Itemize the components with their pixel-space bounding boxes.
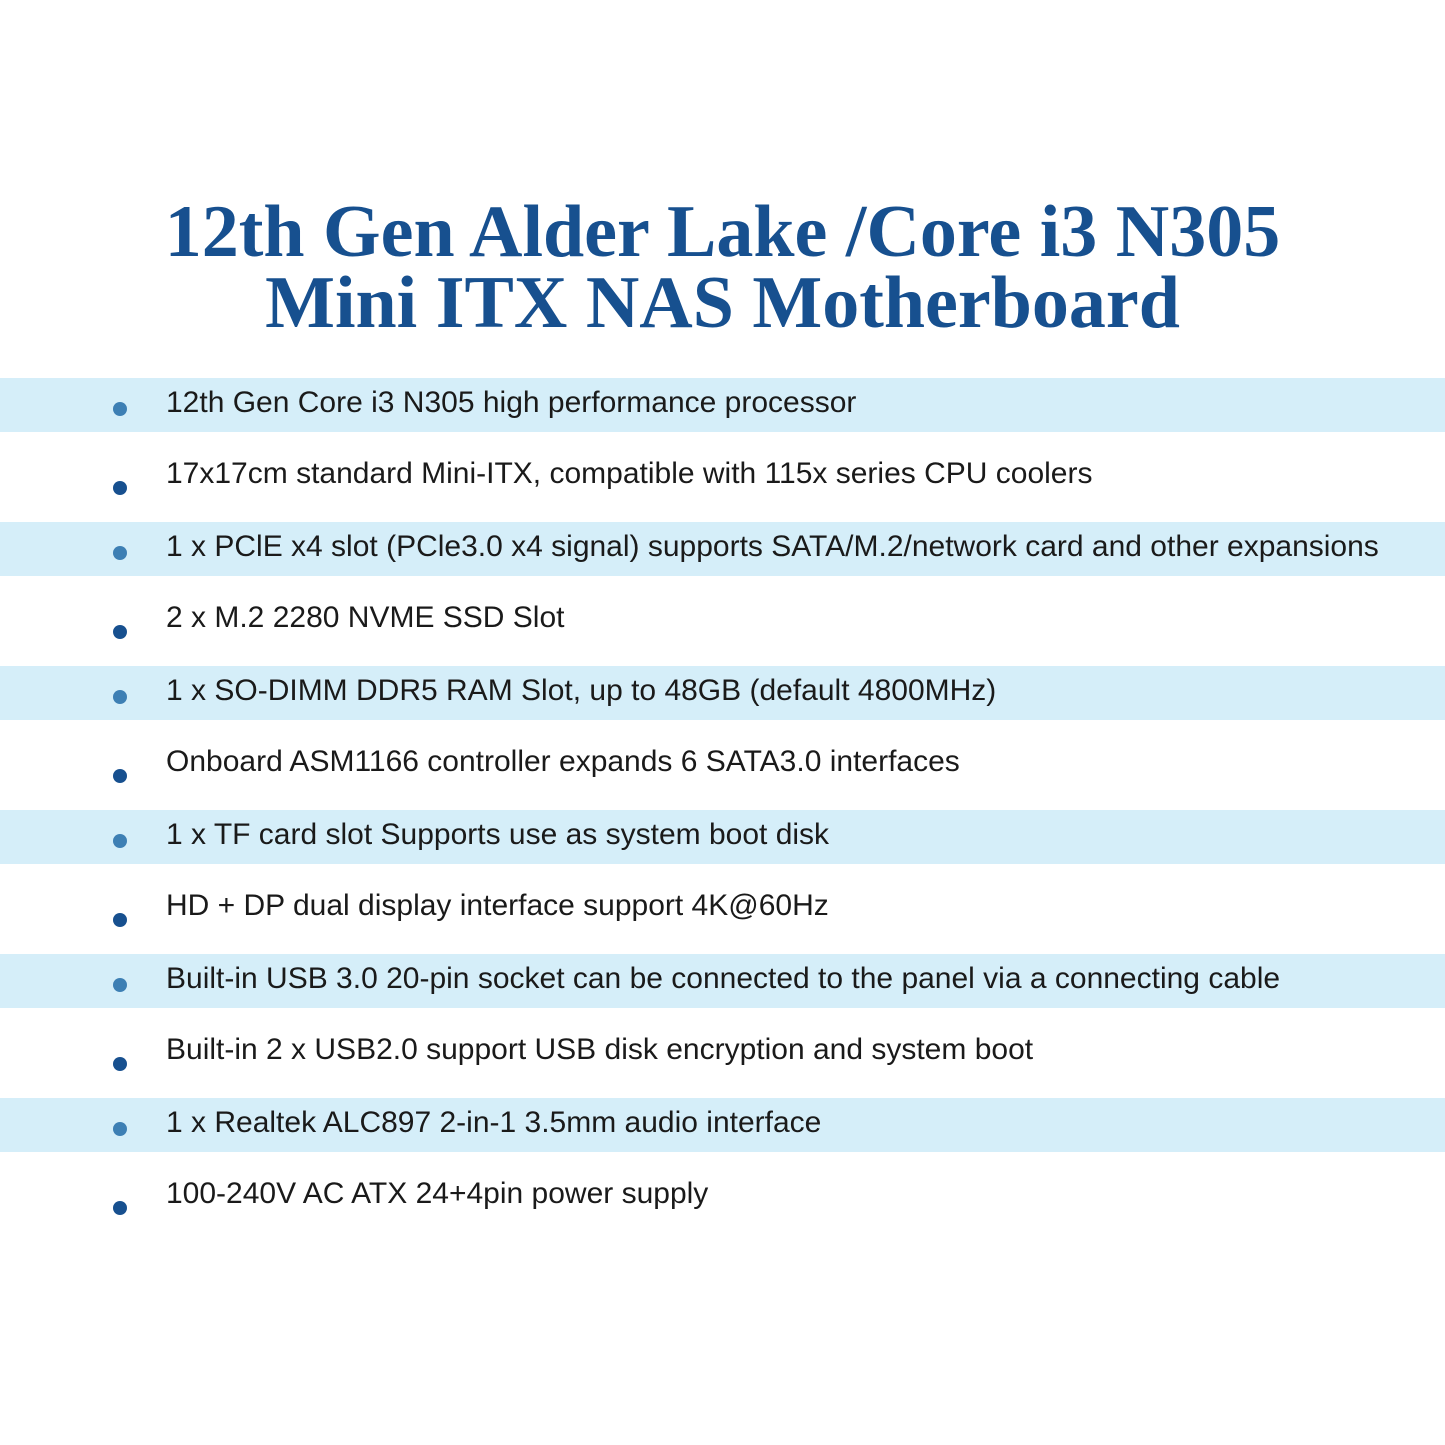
feature-item <box>0 1026 1445 1080</box>
feature-item <box>0 666 1445 720</box>
page-title-line-1: 12th Gen Alder Lake /Core i3 N305 <box>164 191 1281 273</box>
bullet-dot-icon <box>113 402 127 416</box>
bullet-dot-icon <box>113 769 127 783</box>
feature-text: Built-in USB 3.0 20-pin socket can be connected to the panel via a connecting cable <box>166 962 1281 995</box>
bullet-dot-icon <box>113 1057 127 1071</box>
feature-text: HD + DP dual display interface support 4K@60Hz <box>166 889 829 922</box>
feature-item <box>0 594 1445 648</box>
feature-text: 1 x Realtek ALC897 2-in-1 3.5mm audio interface <box>166 1106 822 1139</box>
feature-item <box>0 1170 1445 1224</box>
feature-item <box>0 522 1445 576</box>
bullet-dot-icon <box>113 546 127 560</box>
bullet-dot-icon <box>113 1122 127 1136</box>
feature-item <box>0 378 1445 432</box>
bullet-dot-icon <box>113 625 127 639</box>
feature-text: 1 x SO-DIMM DDR5 RAM Slot, up to 48GB (default 4800MHz) <box>166 674 997 707</box>
bullet-dot-icon <box>113 978 127 992</box>
feature-text: Built-in 2 x USB2.0 support USB disk encryption and system boot <box>166 1033 1034 1066</box>
feature-text: Onboard ASM1166 controller expands 6 SATA3.0 interfaces <box>166 745 960 778</box>
feature-item <box>0 882 1445 936</box>
bullet-dot-icon <box>113 690 127 704</box>
feature-item <box>0 1098 1445 1152</box>
feature-item <box>0 954 1445 1008</box>
feature-item <box>0 810 1445 864</box>
feature-text: 12th Gen Core i3 N305 high performance processor <box>166 386 857 419</box>
bullet-dot-icon <box>113 834 127 848</box>
feature-text: 100-240V AC ATX 24+4pin power supply <box>166 1177 709 1210</box>
feature-text: 1 x PClE x4 slot (PCle3.0 x4 signal) supports SATA/M.2/network card and other expansions <box>166 530 1379 563</box>
feature-list <box>0 378 1445 1242</box>
feature-text: 1 x TF card slot Supports use as system boot disk <box>166 818 830 851</box>
bullet-dot-icon <box>113 913 127 927</box>
feature-text: 17x17cm standard Mini-ITX, compatible with 115x series CPU coolers <box>166 457 1093 490</box>
page-title-line-2: Mini ITX NAS Motherboard <box>265 262 1180 344</box>
feature-text: 2 x M.2 2280 NVME SSD Slot <box>166 601 565 634</box>
feature-item <box>0 738 1445 792</box>
feature-item <box>0 450 1445 504</box>
bullet-dot-icon <box>113 481 127 495</box>
bullet-dot-icon <box>113 1201 127 1215</box>
